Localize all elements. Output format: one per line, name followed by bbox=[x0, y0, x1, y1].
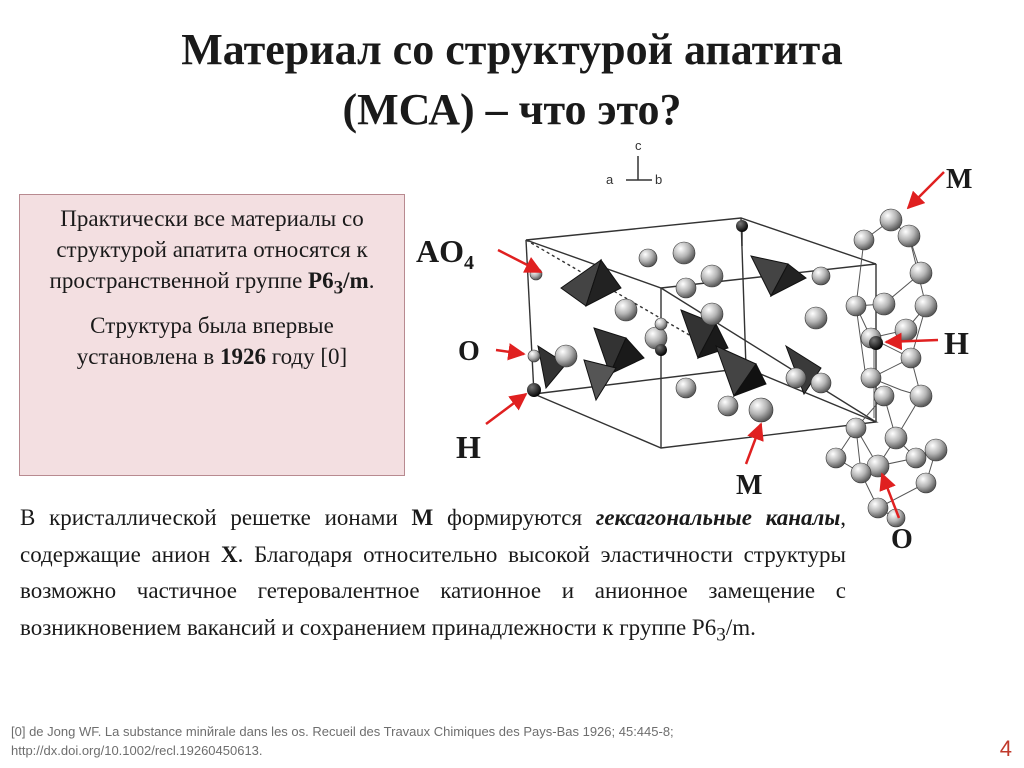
label-ao4: $AO_4$ bbox=[416, 233, 474, 274]
ao4-tetrahedra bbox=[538, 256, 821, 400]
info-text-2-end: году [0] bbox=[271, 343, 348, 369]
label-m-bottom: M bbox=[736, 470, 763, 501]
label-m-top: M bbox=[946, 164, 973, 195]
label-o-left: O bbox=[458, 336, 480, 367]
info-paragraph-2 bbox=[30, 310, 394, 372]
body-text-3: , содержащие анион bbox=[20, 505, 847, 567]
body-text-5: /m. bbox=[725, 614, 756, 640]
body-text-1: В кристаллической решетке ионами bbox=[20, 505, 398, 530]
slide-title bbox=[40, 20, 984, 140]
space-group-rest: /m bbox=[343, 268, 369, 293]
label-o-bottom: O bbox=[891, 524, 913, 555]
hexagonal-channels: гексагональные каналы bbox=[595, 505, 841, 530]
reference bbox=[11, 722, 871, 760]
space-group-sub: 3 bbox=[333, 277, 344, 299]
space-group bbox=[308, 268, 369, 299]
space-group-base: P6 bbox=[308, 268, 334, 293]
info-text-1: Практически все материалы со структурой апатита относятся к пространственной группе bbox=[49, 206, 368, 293]
title-line-2: (МСА) – что это? bbox=[342, 85, 682, 134]
ion-m: М bbox=[411, 505, 434, 530]
label-h-left: H bbox=[456, 429, 481, 465]
body-sub: 3 bbox=[716, 624, 726, 646]
info-box bbox=[19, 194, 405, 476]
info-text-1-end: . bbox=[368, 268, 375, 293]
info-text-2: Структура была впервые установлена в bbox=[76, 312, 334, 369]
reference-line-1: [0] de Jong WF. La substance minйrale dans les os. Recueil des Travaux Chimiques des Pays-Bas 1926; 45:445-8; bbox=[11, 724, 674, 739]
axis-a-label: a bbox=[606, 172, 614, 187]
info-paragraph-1 bbox=[30, 203, 394, 304]
axis-b-label: b bbox=[655, 172, 663, 187]
axis-c-label: c bbox=[635, 138, 642, 153]
page-number: 4 bbox=[999, 736, 1012, 761]
title-line-1: Материал со структурой апатита bbox=[181, 25, 843, 74]
label-h-right: H bbox=[944, 325, 969, 361]
apatite-structure-diagram bbox=[416, 128, 1016, 568]
anion-x: Х bbox=[220, 541, 238, 567]
reference-line-2: http://dx.doi.org/10.1002/recl.19260450613. bbox=[11, 743, 263, 758]
axis-indicator bbox=[606, 138, 662, 187]
body-text-4: . Благодаря относительно высокой эластичности структуры возможно частичное гетеровалентное катионное и анионное замещение с возникновением вакансий и сохранением принадлежности к группе Р6 bbox=[20, 541, 846, 640]
body-text-2: формируются bbox=[446, 505, 583, 530]
year: 1926 bbox=[219, 343, 266, 369]
